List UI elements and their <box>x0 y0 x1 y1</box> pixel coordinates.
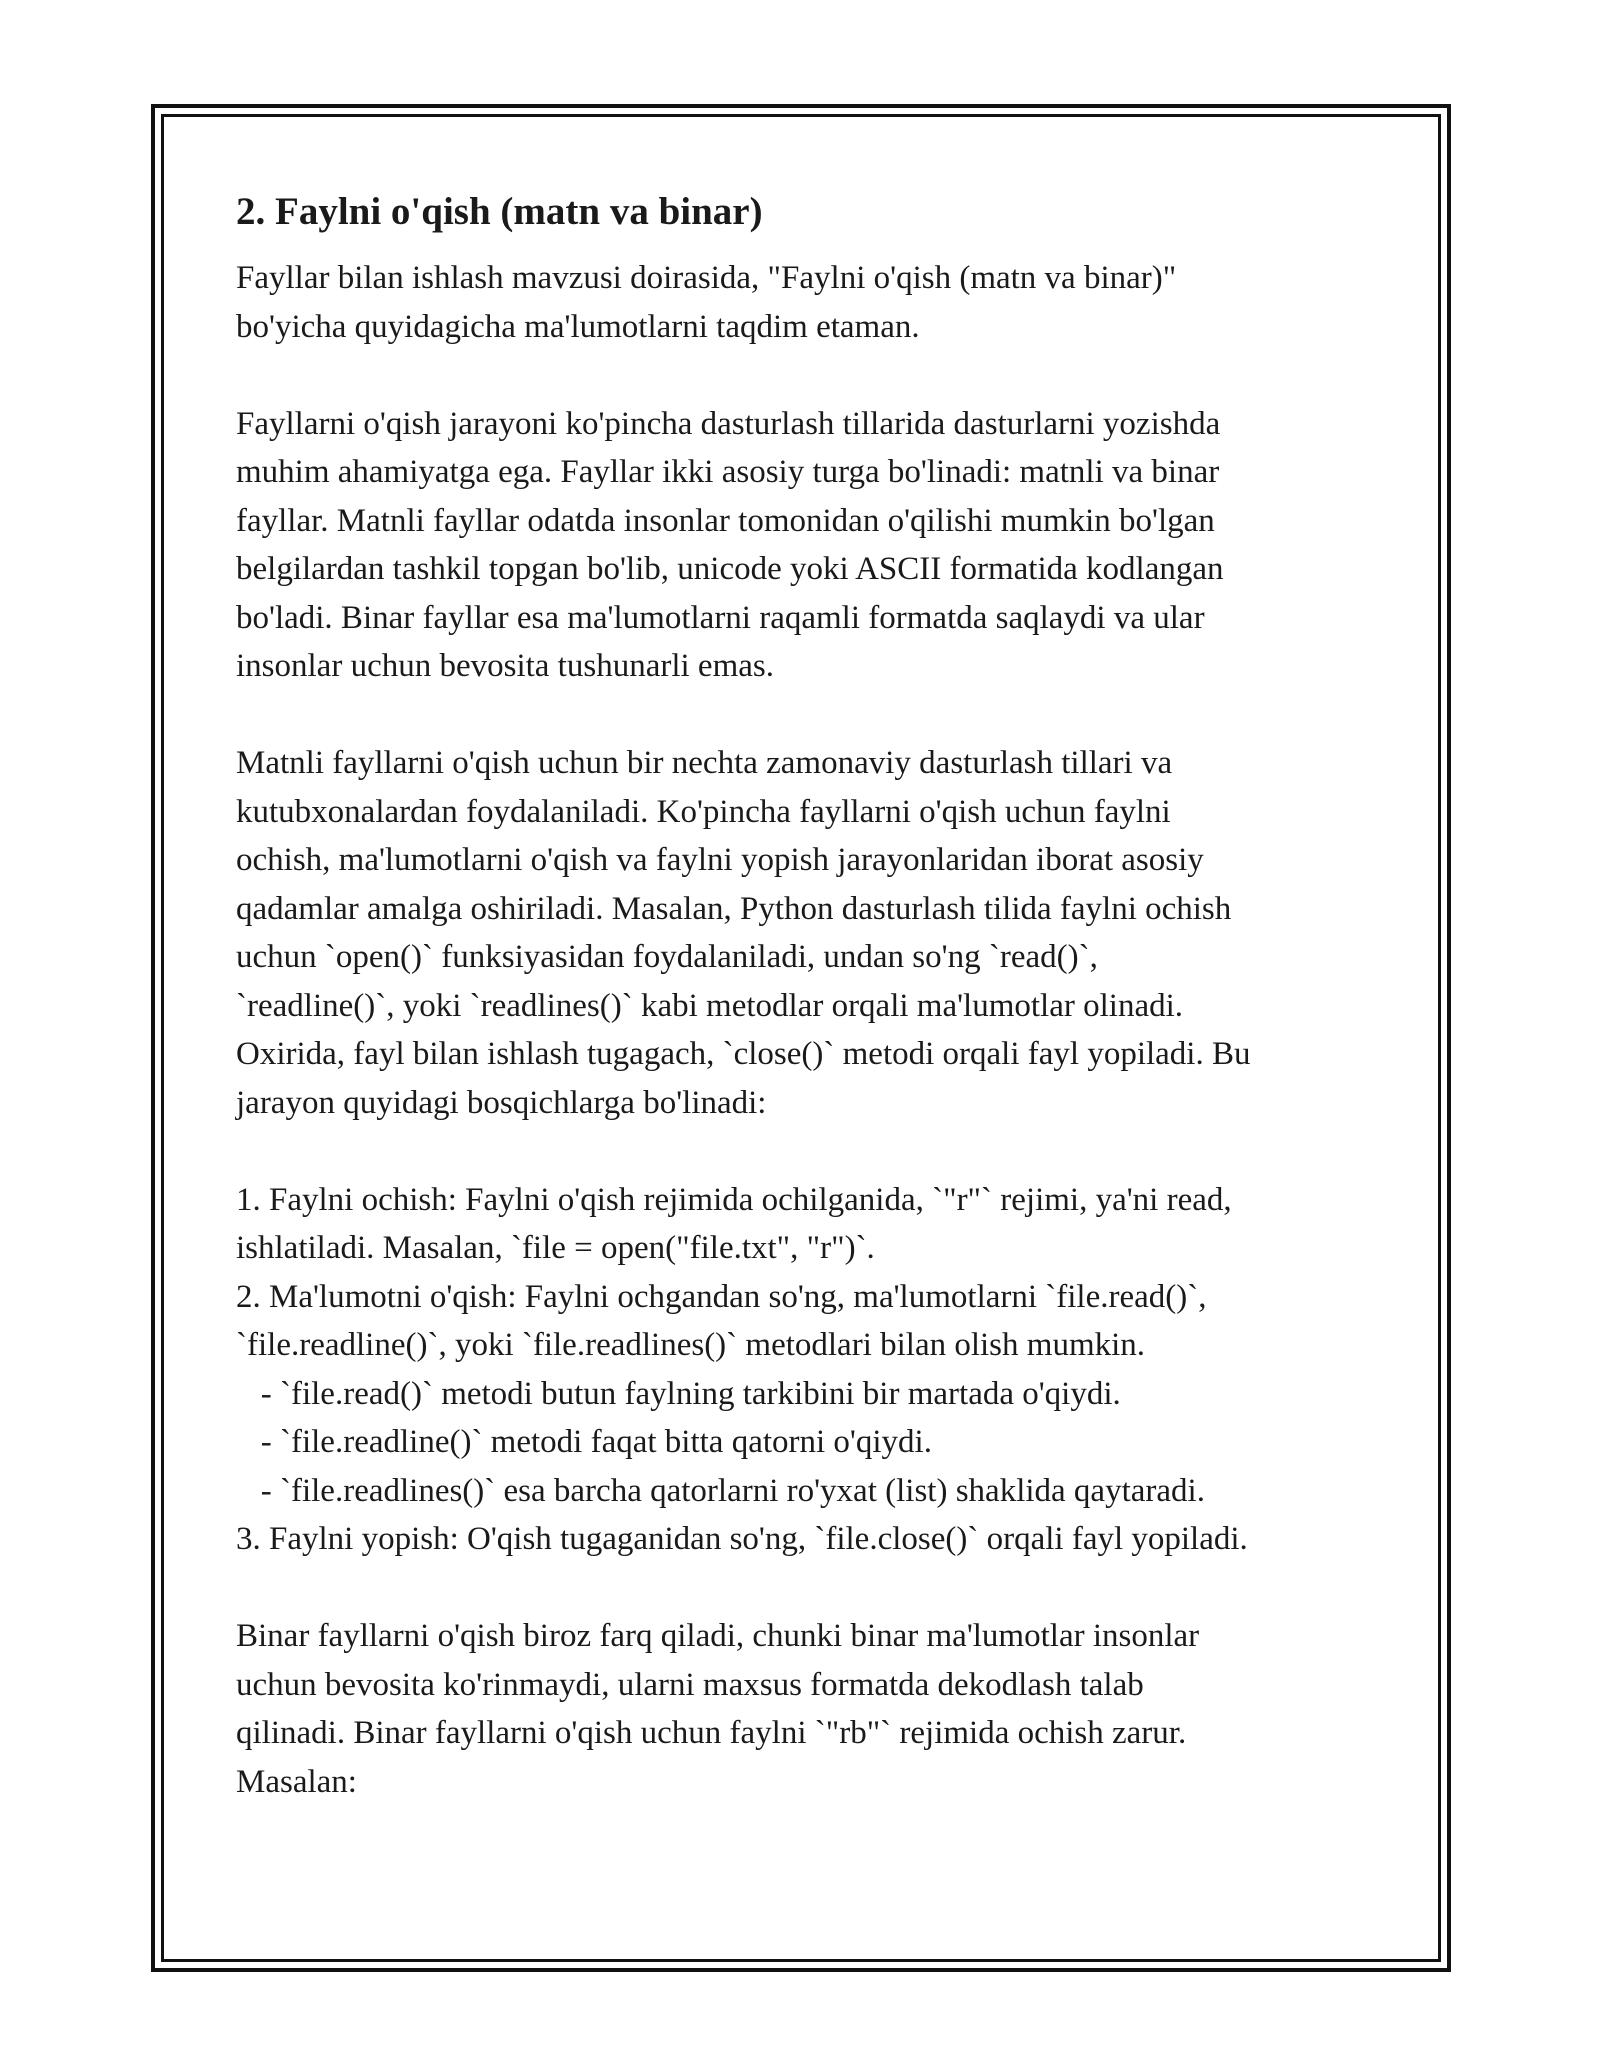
text-reading-paragraph: Matnli fayllarni o'qish uchun bir nechta zamonaviy dasturlash tillari va kutubxonalardan foydalaniladi. Ko'pincha fayllarni o'qish uchun faylni ochish, ma'lumotlarni o'qish va faylni yopish jarayonlaridan iborat asosiy qadamlar amalga oshiriladi. Masalan, Python dasturlash tilida faylni ochish uchun `open()` funksiyasidan foydalaniladi, undan so'ng `read()`, `readline()`, yoki `readlines()` kabi metodlar orqali ma'lumotlar olinadi. Oxirida, fayl bilan ishlash tugagach, `close()` metodi orqali fayl yopiladi. Bu jarayon quyidagi bosqichlarga bo'linadi: <box>236 745 1251 1121</box>
steps-list <box>236 1176 1376 1564</box>
list-item: 3. Faylni yopish: O'qish tugaganidan so'ng, `file.close()` orqali fayl yopiladi. <box>236 1521 1248 1557</box>
list-item: ishlatiladi. Masalan, `file = open("file.txt", "r")`. <box>236 1230 875 1266</box>
intro-paragraph: Fayllar bilan ishlash mavzusi doirasida, "Faylni o'qish (matn va binar)" bo'yicha quyidagicha ma'lumotlarni taqdim etaman. <box>236 260 1177 345</box>
section-heading: 2. Faylni o'qish (matn va binar) <box>236 190 763 233</box>
file-types-paragraph: Fayllarni o'qish jarayoni ko'pincha dasturlash tillarida dasturlarni yozishda muhim ahamiyatga ega. Fayllar ikki asosiy turga bo'linadi: matnli va binar fayllar. Matnli fayllar odatda insonlar tomonidan o'qilishi mumkin bo'lgan belgilardan tashkil topgan bo'lib, unicode yoki ASCII formatida kodlangan bo'ladi. Binar fayllar esa ma'lumotlarni raqamli formatda saqlaydi va ular insonlar uchun bevosita tushunarli emas. <box>236 405 1224 684</box>
document-body <box>236 182 1376 1855</box>
list-item: - `file.read()` metodi butun faylning tarkibini bir martada o'qiydi. <box>236 1375 1121 1412</box>
list-item: 2. Ma'lumotni o'qish: Faylni ochgandan so'ng, ma'lumotlarni `file.read()`, <box>236 1278 1207 1315</box>
list-item: - `file.readline()` metodi faqat bitta qatorni o'qiydi. <box>236 1424 932 1460</box>
list-item: - `file.readlines()` esa barcha qatorlarni ro'yxat (list) shaklida qaytaradi. <box>236 1472 1205 1509</box>
binary-reading-paragraph: Binar fayllarni o'qish biroz farq qiladi, chunki binar ma'lumotlar insonlar uchun bevosita ko'rinmaydi, ularni maxsus formatda dekodlash talab qilinadi. Binar fayllarni o'qish uchun faylni `"rb"` rejimida ochish zarur. Masalan: <box>236 1618 1200 1800</box>
list-item: `file.readline()`, yoki `file.readlines()` metodlari bilan olish mumkin. <box>236 1327 1146 1363</box>
list-item: 1. Faylni ochish: Faylni o'qish rejimida ochilganida, `"r"` rejimi, ya'ni read, <box>236 1181 1232 1218</box>
